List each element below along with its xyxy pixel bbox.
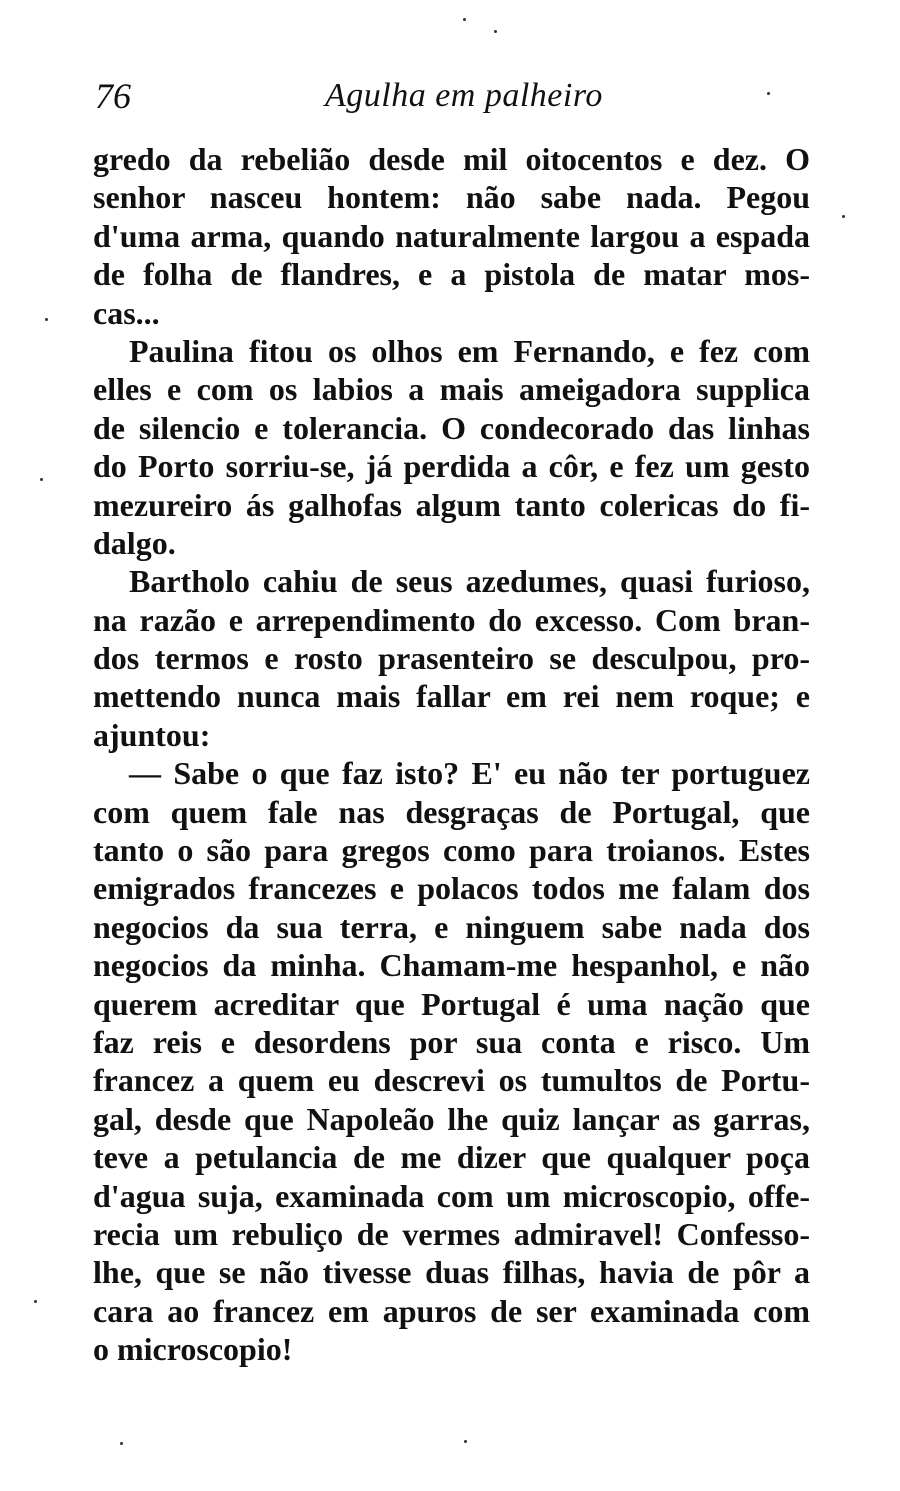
scan-speck — [494, 30, 497, 33]
running-title: Agulha em palheiro — [325, 77, 603, 114]
text-line: negocios da sua terra, e ninguem sabe nada dos — [93, 908, 810, 945]
text-line: gredo da rebelião desde mil oitocentos e dez. O — [93, 141, 810, 177]
text-line: Paulina fitou os olhos em Fernando, e fez com — [129, 332, 810, 369]
text-line: recia um rebuliço de vermes admiravel! Confesso- — [93, 1215, 810, 1252]
text-line: d'agua suja, examinada com um microscopio, offe- — [93, 1177, 810, 1214]
scan-speck — [767, 92, 770, 95]
paragraph-4 — [93, 754, 810, 1368]
text-line: mettendo nunca mais fallar em rei nem roque; e — [93, 678, 810, 715]
paragraph-2 — [93, 332, 810, 562]
scan-speck — [464, 1440, 467, 1443]
body-text — [93, 140, 810, 1369]
text-line: ajuntou: — [93, 716, 211, 753]
paragraph-3 — [93, 562, 810, 754]
text-line: cara ao francez em apuros de ser examinada com — [93, 1292, 810, 1329]
scan-speck — [45, 318, 48, 321]
scan-speck — [120, 1442, 123, 1445]
text-line: do Porto sorriu-se, já perdida a côr, e fez um gesto — [93, 448, 810, 485]
text-line: faz reis e desordens por sua conta e risco. Um — [93, 1023, 810, 1060]
text-line: francez a quem eu descrevi os tumultos de Portu- — [93, 1062, 810, 1099]
text-line: — Sabe o que faz isto? E' eu não ter portuguez — [129, 755, 810, 792]
text-line: com quem fale nas desgraças de Portugal, que — [93, 793, 810, 830]
scan-speck — [40, 478, 43, 481]
text-line: de folha de flandres, e a pistola de matar mos- — [93, 256, 810, 293]
text-line: dos termos e rosto prasenteiro se desculpou, pro- — [93, 640, 810, 677]
scan-speck — [842, 215, 845, 218]
text-line: cas... — [93, 294, 160, 331]
text-line: lhe, que se não tivesse duas filhas, havia de pôr a — [93, 1254, 810, 1291]
text-line: dalgo. — [93, 524, 176, 561]
text-line: Bartholo cahiu de seus azedumes, quasi furioso, — [129, 563, 810, 600]
scan-speck — [463, 18, 466, 21]
text-line: gal, desde que Napoleão lhe quiz lançar as garras, — [93, 1100, 810, 1137]
text-line: querem acreditar que Portugal é uma nação que — [93, 985, 810, 1022]
text-line: teve a petulancia de me dizer que qualquer poça — [93, 1139, 810, 1176]
text-line: senhor nasceu hontem: não sabe nada. Pegou — [93, 179, 810, 216]
text-line: o microscopio! — [93, 1331, 293, 1368]
paragraph-1 — [93, 140, 810, 332]
text-line: na razão e arrependimento do excesso. Com bran- — [93, 601, 810, 638]
text-line: elles e com os labios a mais ameigadora supplica — [93, 371, 810, 408]
text-line: tanto o são para gregos como para troianos. Estes — [93, 832, 810, 869]
page-number: 76 — [95, 76, 131, 116]
text-line: emigrados francezes e polacos todos me falam dos — [93, 870, 810, 907]
text-line: mezureiro ás galhofas algum tanto colericas do fi- — [93, 486, 810, 523]
text-line: negocios da minha. Chamam-me hespanhol, e não — [93, 947, 810, 984]
scan-speck — [34, 1300, 37, 1303]
running-head — [95, 74, 810, 118]
text-line: d'uma arma, quando naturalmente largou a espada — [93, 217, 810, 254]
text-line: de silencio e tolerancia. O condecorado das linhas — [93, 409, 810, 446]
